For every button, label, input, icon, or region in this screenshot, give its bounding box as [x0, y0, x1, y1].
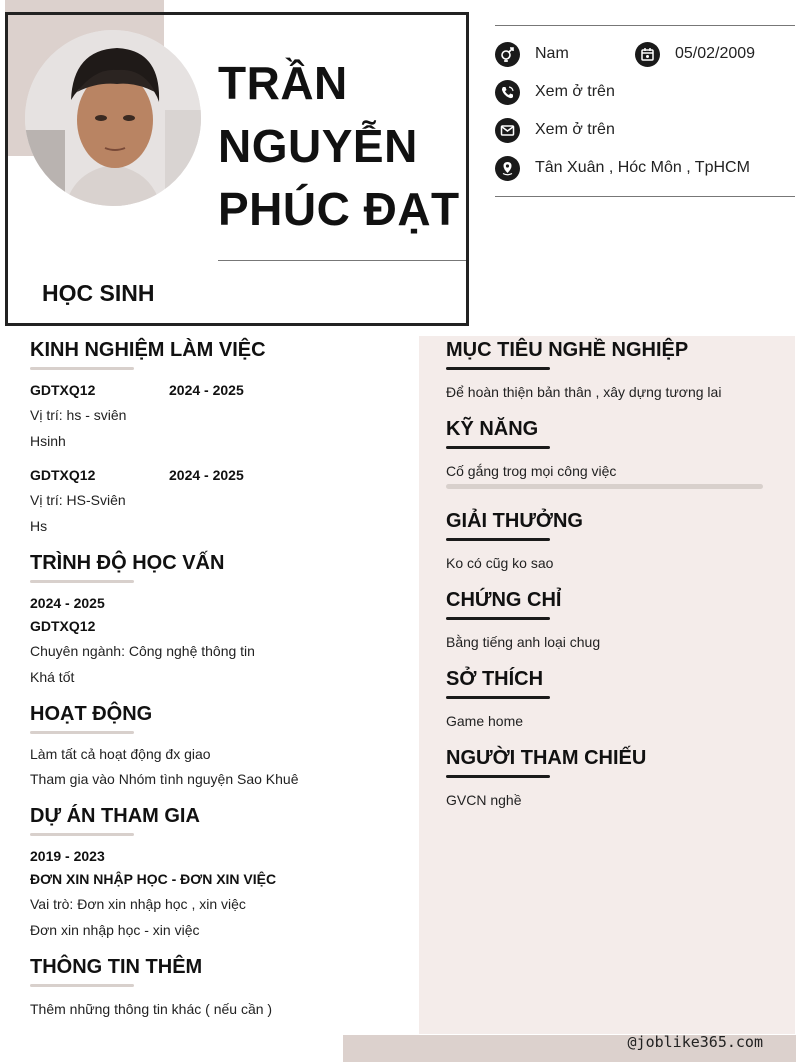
section-underline: [446, 696, 550, 699]
birthday-value: 05/02/2009: [675, 45, 756, 62]
phone-icon: [495, 80, 520, 105]
experience-desc: Hs: [30, 518, 48, 534]
experience-position: Vị trí: hs - sviên: [30, 407, 127, 423]
watermark-text: @joblike365.com: [627, 1033, 763, 1051]
education-grade: Khá tốt: [30, 669, 75, 685]
section-underline: [446, 367, 550, 370]
avatar-photo: [25, 30, 201, 206]
calendar-icon: [635, 42, 660, 67]
awards-text: Ko có cũg ko sao: [446, 555, 554, 571]
email-value: Xem ở trên: [535, 121, 615, 138]
project-name: ĐƠN XIN NHẬP HỌC - ĐƠN XIN VIỆC: [30, 871, 277, 887]
education-major: Chuyên ngành: Công nghệ thông tin: [30, 643, 255, 659]
mail-icon: [495, 118, 520, 143]
section-title-projects: DỰ ÁN THAM GIA: [30, 805, 200, 827]
full-name: [218, 52, 463, 241]
section-title-awards: GIẢI THƯỞNG: [446, 510, 583, 532]
education-school: GDTXQ12: [30, 618, 96, 634]
experience-org: GDTXQ12: [30, 382, 96, 398]
section-underline: [30, 731, 134, 734]
info-divider-bottom: [495, 196, 795, 197]
section-underline: [30, 833, 134, 836]
section-title-references: NGƯỜI THAM CHIẾU: [446, 747, 647, 769]
section-underline: [446, 617, 550, 620]
section-title-education: TRÌNH ĐỘ HỌC VẤN: [30, 552, 225, 574]
job-title: HỌC SINH: [42, 280, 155, 306]
project-role: Vai trò: Đơn xin nhập học , xin việc: [30, 896, 246, 912]
project-period: 2019 - 2023: [30, 848, 105, 864]
section-title-objective: MỤC TIÊU NGHỀ NGHIỆP: [446, 339, 689, 361]
section-underline: [30, 367, 134, 370]
more-info-text: Thêm những thông tin khác ( nếu cần ): [30, 1001, 273, 1017]
skill-name: Cố gắng trog mọi công việc: [446, 463, 617, 479]
objective-text: Để hoàn thiện bản thân , xây dựng tương lai: [446, 384, 722, 400]
section-title-skills: KỸ NĂNG: [446, 418, 539, 440]
avatar: [25, 30, 201, 206]
section-title-certificates: CHỨNG CHỈ: [446, 589, 562, 611]
experience-desc: Hsinh: [30, 433, 66, 449]
experience-position: Vị trí: HS-Sviên: [30, 492, 126, 508]
certificates-text: Bằng tiếng anh loại chug: [446, 634, 601, 650]
section-title-hobbies: SỞ THÍCH: [446, 668, 544, 690]
section-underline: [30, 984, 134, 987]
section-underline: [30, 580, 134, 583]
phone-value: Xem ở trên: [535, 83, 615, 100]
address-value: Tân Xuân , Hóc Môn , TpHCM: [535, 159, 750, 176]
activity-line: Làm tất cả hoạt động đx giao: [30, 746, 211, 762]
info-divider-top: [495, 25, 795, 26]
name-line-1: TRẦN: [218, 57, 348, 109]
section-underline: [446, 775, 550, 778]
section-title-more-info: THÔNG TIN THÊM: [30, 956, 203, 978]
experience-period: 2024 - 2025: [169, 467, 244, 483]
references-text: GVCN nghề: [446, 792, 522, 808]
education-period: 2024 - 2025: [30, 595, 105, 611]
project-desc: Đơn xin nhập học - xin việc: [30, 922, 200, 938]
name-line-3: PHÚC ĐẠT: [218, 183, 460, 235]
name-divider: [218, 260, 466, 261]
skill-level-bar: [446, 484, 763, 489]
gender-icon: [495, 42, 520, 67]
name-line-2: NGUYỄN: [218, 120, 418, 172]
experience-period: 2024 - 2025: [169, 382, 244, 398]
experience-org: GDTXQ12: [30, 467, 96, 483]
hobbies-text: Game home: [446, 713, 524, 729]
section-title-activities: HOẠT ĐỘNG: [30, 703, 153, 725]
section-underline: [446, 538, 550, 541]
location-icon: [495, 156, 520, 181]
gender-value: Nam: [535, 45, 569, 62]
section-title-experience: KINH NGHIỆM LÀM VIỆC: [30, 339, 266, 361]
activity-line: Tham gia vào Nhóm tình nguyện Sao Khuê: [30, 771, 299, 787]
section-underline: [446, 446, 550, 449]
